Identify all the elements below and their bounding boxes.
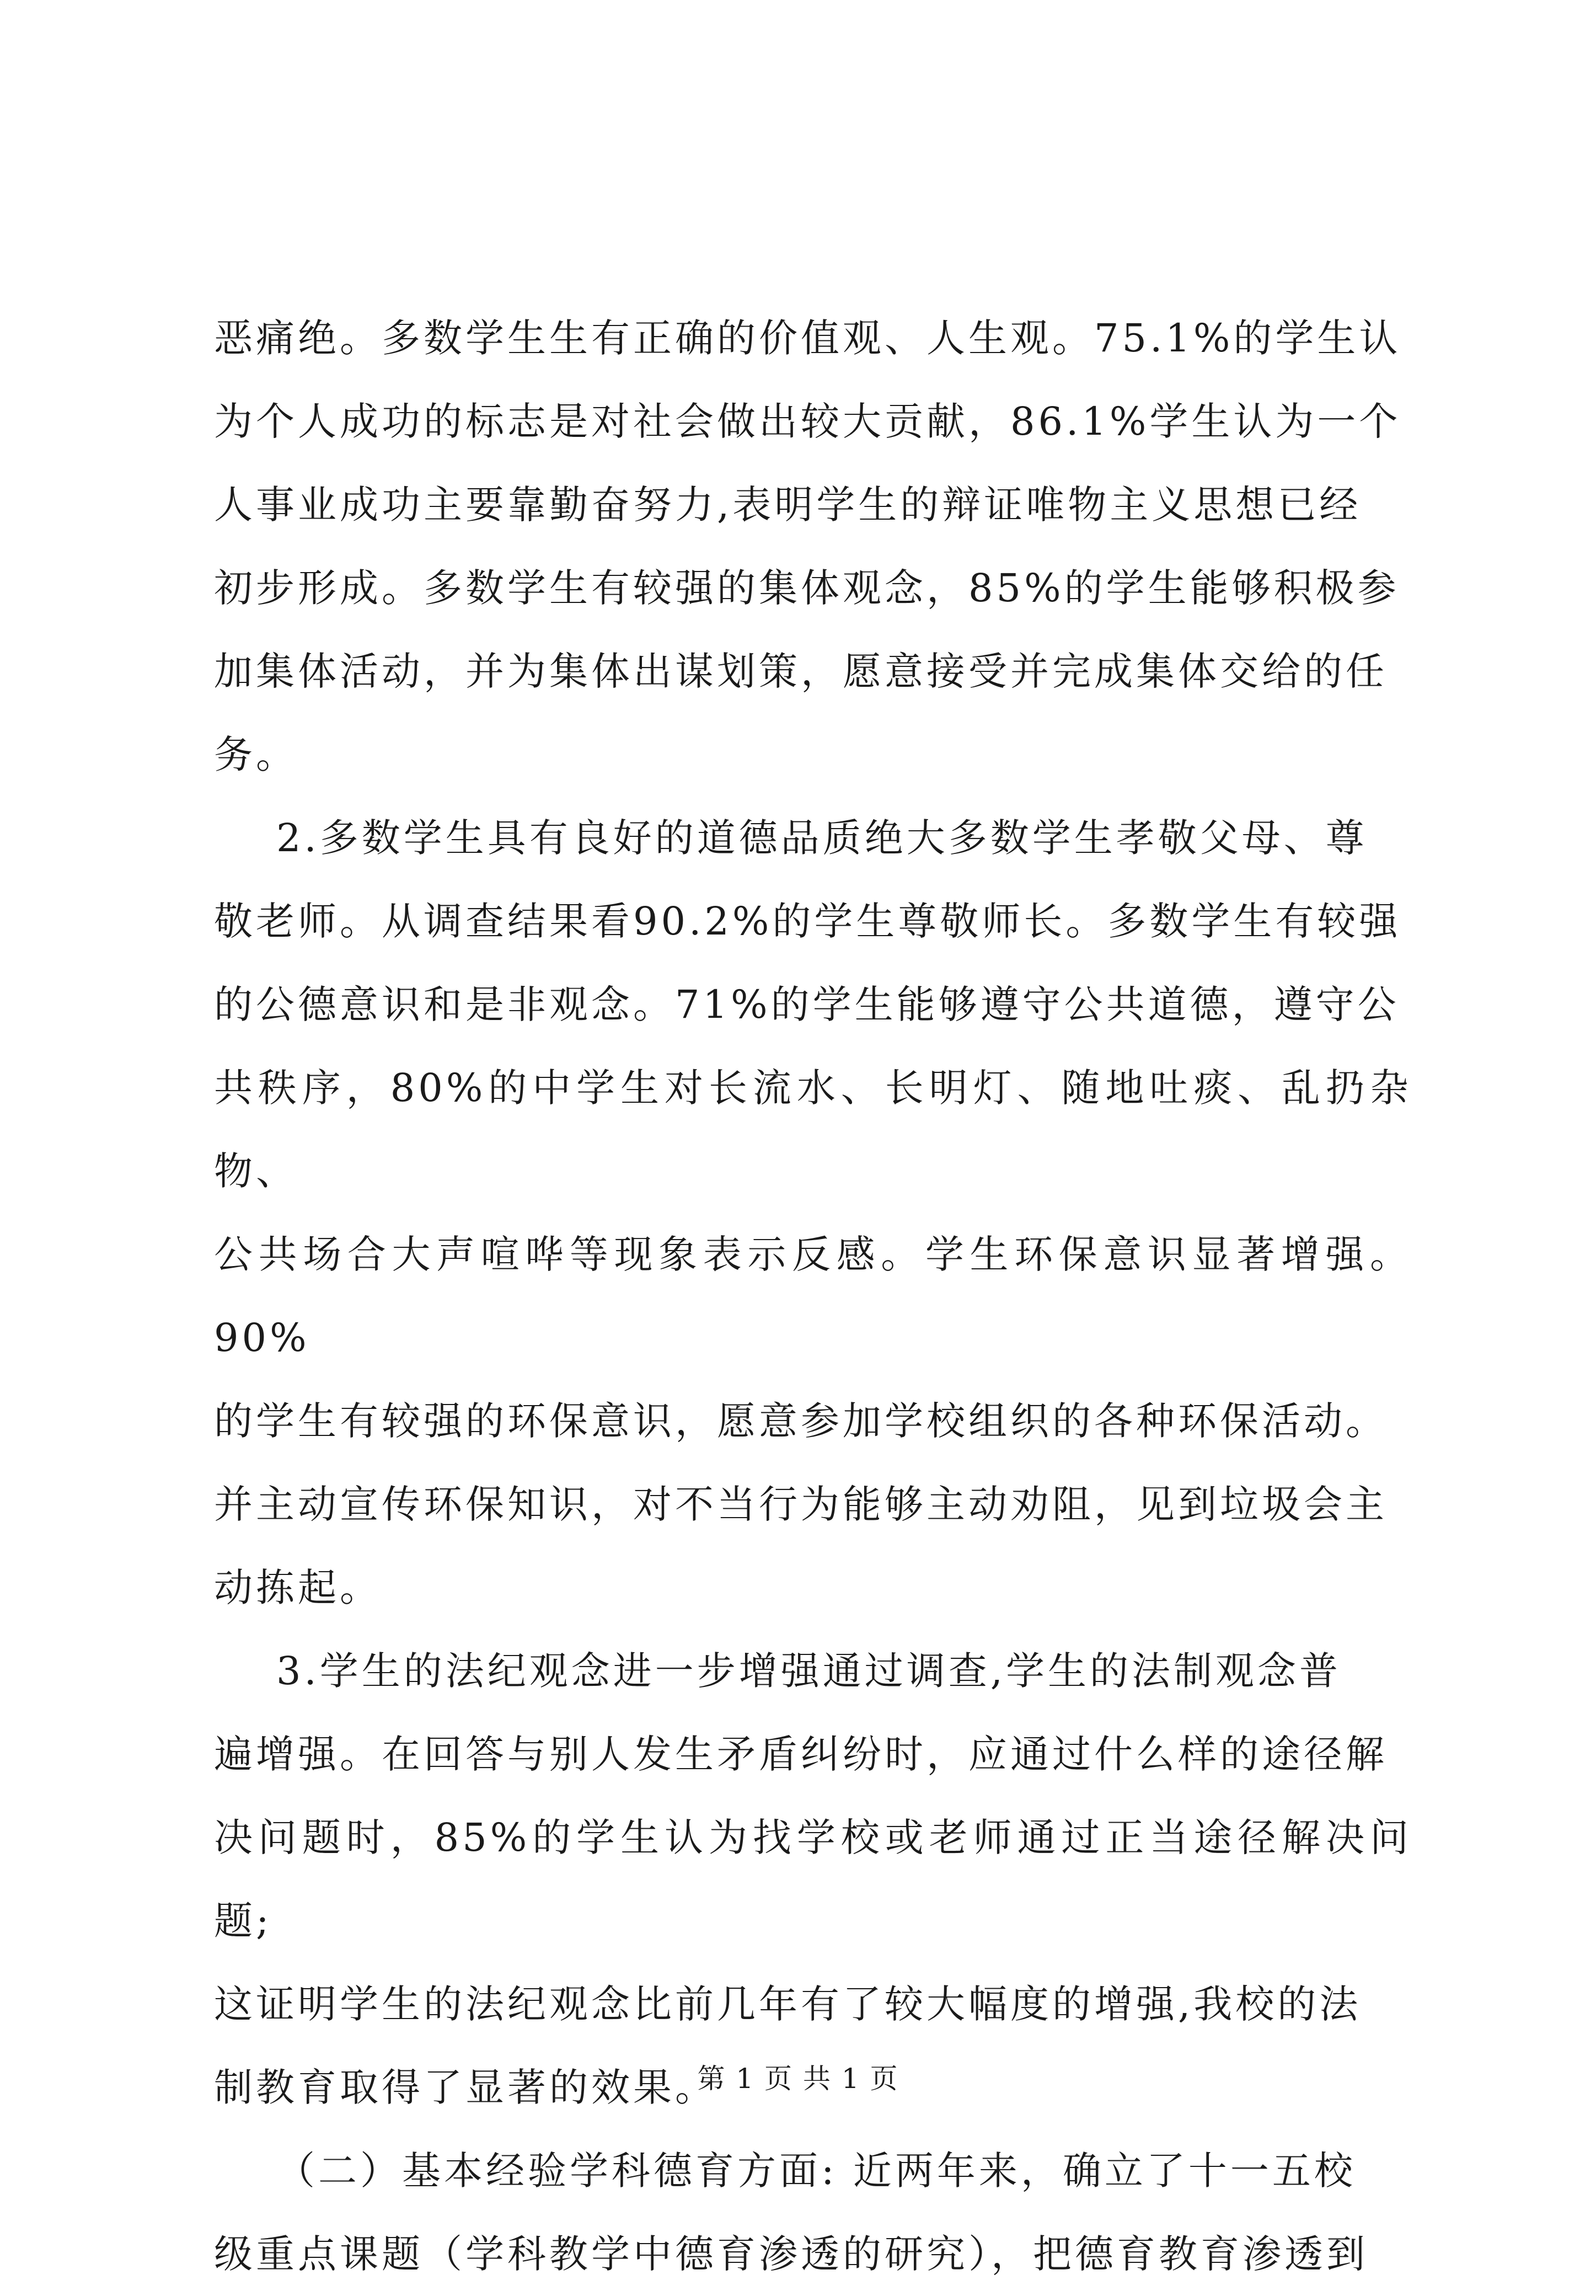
text-line: 遍增强。在回答与别人发生矛盾纠纷时，应通过什么样的途径解 <box>214 1732 1388 1777</box>
document-body <box>214 297 1412 2296</box>
text-line: 级重点课题（学科教学中德育渗透的研究），把德育教育渗透到 <box>214 2231 1368 2277</box>
text-line: 务。 <box>214 732 298 777</box>
text-line: 2.多数学生具有良好的道德品质绝大多数学生孝敬父母、尊 <box>214 815 1368 861</box>
text-line: 动拣起。 <box>214 1565 382 1610</box>
text-line: 制教育取得了显著的效果。 <box>214 2065 717 2110</box>
text-line: 人事业成功主要靠勤奋努力,表明学生的辩证唯物主义思想已经 <box>214 482 1362 527</box>
text-line: 恶痛绝。多数学生生有正确的价值观、人生观。75.1%的学生认 <box>214 316 1401 361</box>
text-line: 3.学生的法纪观念进一步增强通过调查,学生的法制观念普 <box>214 1648 1342 1694</box>
text-line: 公共场合大声喧哗等现象表示反感。学生环保意识显著增强。90% <box>214 1232 1412 1360</box>
text-line: （二）基本经验学科德育方面: 近两年来，确立了十一五校 <box>214 2148 1356 2193</box>
text-line: 共秩序，80%的中学生对长流水、长明灯、随地吐痰、乱扔杂物、 <box>214 1065 1412 1194</box>
text-line: 初步形成。多数学生有较强的集体观念，85%的学生能够积极参 <box>214 565 1400 611</box>
text-line: 加集体活动，并为集体出谋划策，愿意接受并完成集体交给的任 <box>214 649 1388 694</box>
text-line: 的公德意识和是非观念。71%的学生能够遵守公共道德，遵守公 <box>214 982 1400 1027</box>
text-line: 为个人成功的标志是对社会做出较大贡献，86.1%学生认为一个 <box>214 399 1401 444</box>
page-number-footer: 第 1 页 共 1 页 <box>697 2063 899 2095</box>
text-line: 的学生有较强的环保意识，愿意参加学校组织的各种环保活动。 <box>214 1398 1388 1444</box>
text-line: 决问题时，85%的学生认为找学校或老师通过正当途径解决问题; <box>214 1815 1412 1943</box>
text-line: 并主动宣传环保知识，对不当行为能够主动劝阻，见到垃圾会主 <box>214 1482 1388 1527</box>
text-line: 敬老师。从调查结果看90.2%的学生尊敬师长。多数学生有较强 <box>214 899 1401 944</box>
text-line: 这证明学生的法纪观念比前几年有了较大幅度的增强,我校的法 <box>214 1982 1362 2027</box>
